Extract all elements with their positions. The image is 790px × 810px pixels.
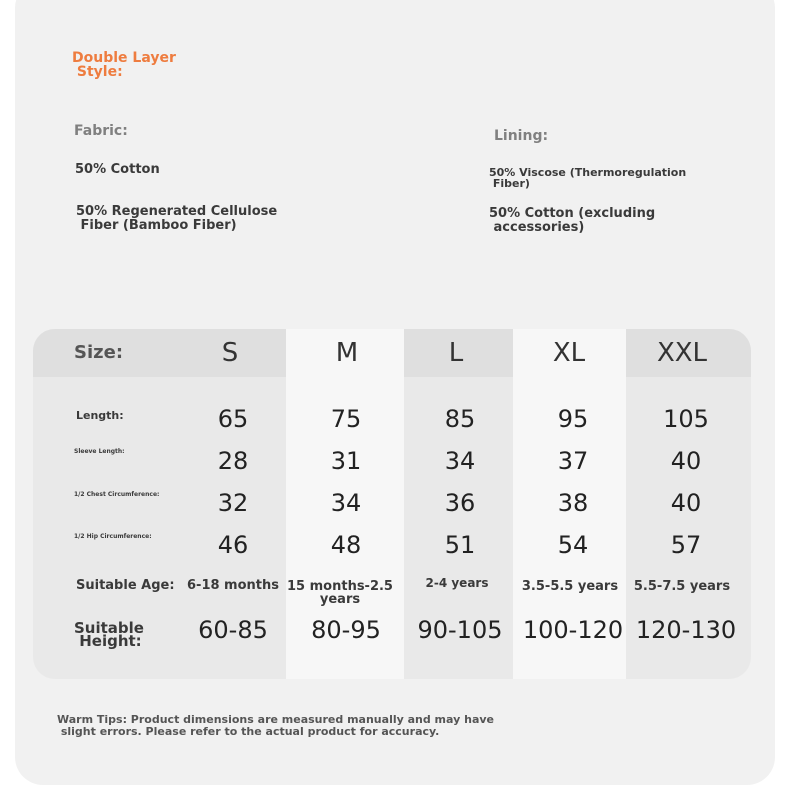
size-header-xl: XL [552, 338, 586, 368]
lining-item-2: 50% Cotton (excluding accessories) [489, 206, 656, 235]
cell-chest-xl: 38 [557, 489, 589, 517]
cell-age-l: 2-4 years [425, 576, 489, 590]
cell-sleeve-xxl: 40 [670, 447, 702, 475]
lining-item-1: 50% Viscose (Thermoregulation Fiber) [489, 166, 687, 190]
cell-chest-l: 36 [444, 489, 476, 517]
cell-chest-xxl: 40 [670, 489, 702, 517]
cell-age-xxl: 5.5-7.5 years [633, 579, 731, 594]
row-label-sleeve: Sleeve Length: [74, 448, 125, 455]
size-header-s: S [221, 338, 239, 368]
style-title: Double Layer Style: [72, 50, 176, 80]
cell-length-xxl: 105 [663, 405, 709, 433]
cell-height-l: 90-105 [417, 616, 503, 644]
cell-sleeve-l: 34 [444, 447, 476, 475]
size-label: Size: [74, 342, 124, 363]
cell-length-l: 85 [444, 405, 476, 433]
cell-chest-s: 32 [217, 489, 249, 517]
cell-hip-m: 48 [330, 531, 362, 559]
fabric-item-1: 50% Cotton [75, 162, 160, 177]
cell-height-m: 80-95 [311, 616, 381, 644]
cell-age-xl: 3.5-5.5 years [521, 579, 619, 594]
size-header-m: M [335, 338, 359, 368]
cell-hip-s: 46 [217, 531, 249, 559]
fabric-item-2: 50% Regenerated Cellulose Fiber (Bamboo Fiber) [76, 204, 278, 233]
cell-length-s: 65 [217, 405, 249, 433]
cell-age-m: 15 months-2.5 years [287, 579, 393, 607]
fabric-label: Fabric: [74, 123, 128, 139]
row-label-hip: 1/2 Hip Circumference: [74, 533, 152, 540]
cell-sleeve-s: 28 [217, 447, 249, 475]
size-header-xxl: XXL [656, 338, 708, 368]
cell-height-xxl: 120-130 [635, 616, 737, 644]
cell-height-xl: 100-120 [522, 616, 624, 644]
cell-length-m: 75 [330, 405, 362, 433]
cell-hip-xl: 54 [557, 531, 589, 559]
cell-sleeve-xl: 37 [557, 447, 589, 475]
cell-height-s: 60-85 [198, 616, 268, 644]
row-label-length: Length: [76, 409, 124, 422]
cell-hip-l: 51 [444, 531, 476, 559]
cell-length-xl: 95 [557, 405, 589, 433]
warm-tips: Warm Tips: Product dimensions are measured manually and may have slight errors. Please refer to the actual product for accuracy. [57, 713, 494, 738]
cell-age-s: 6-18 months [187, 578, 279, 593]
cell-sleeve-m: 31 [330, 447, 362, 475]
row-label-chest: 1/2 Chest Circumference: [74, 491, 160, 498]
row-label-height: Suitable Height: [74, 619, 144, 650]
lining-label: Lining: [494, 128, 549, 144]
cell-chest-m: 34 [330, 489, 362, 517]
row-label-age: Suitable Age: [76, 578, 175, 593]
cell-hip-xxl: 57 [670, 531, 702, 559]
size-header-l: L [448, 338, 464, 368]
